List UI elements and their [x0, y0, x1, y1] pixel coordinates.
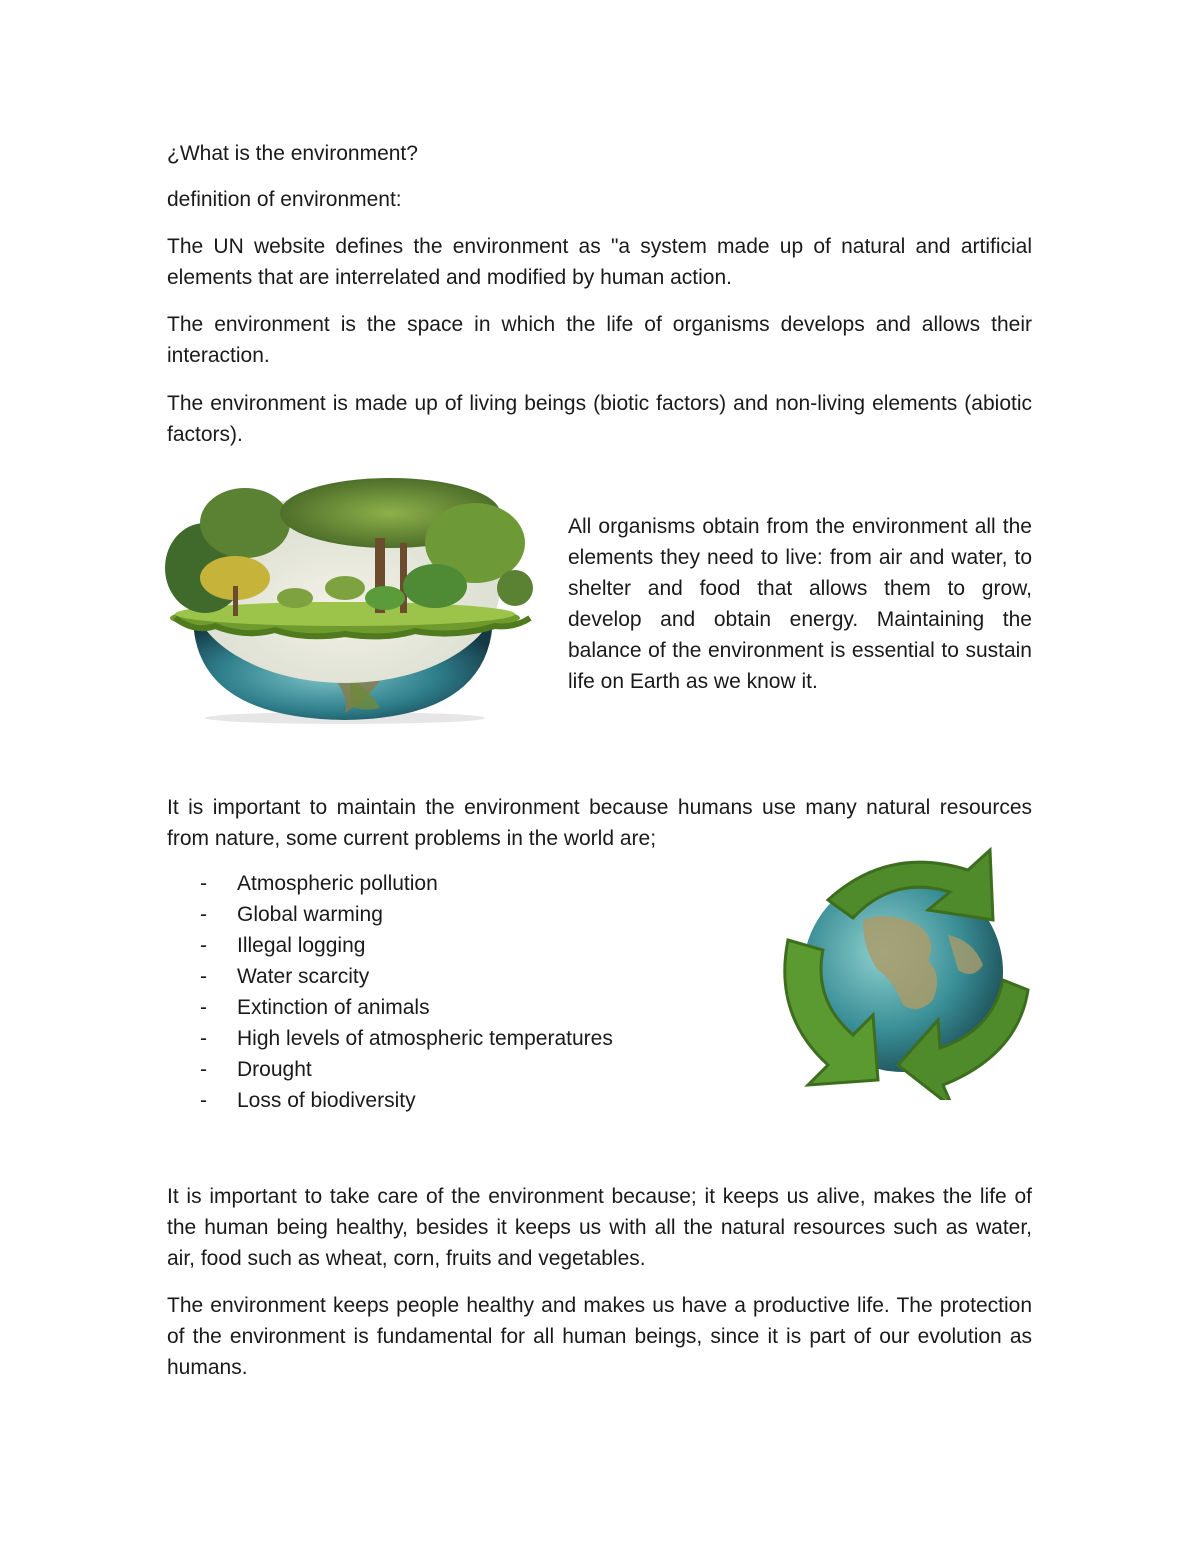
list-item: - Extinction of animals — [200, 996, 430, 1019]
paragraph-problems-intro: It is important to maintain the environment because humans use many natural resources from nature, some current problems in the world are; — [167, 796, 1032, 850]
earth-forest-image — [135, 468, 550, 730]
list-item: - High levels of atmospheric temperatures — [200, 1027, 613, 1050]
document-title: ¿What is the environment? — [167, 142, 418, 165]
list-item: - Drought — [200, 1058, 312, 1081]
paragraph-factors: The environment is made up of living beings (biotic factors) and non-living elements (abiotic factors). — [167, 392, 1032, 446]
paragraph-final: The environment keeps people healthy and makes us have a productive life. The protection of the environment is fundamental for all human beings, since it is part of our evolution as humans. — [167, 1294, 1032, 1379]
list-item: - Atmospheric pollution — [200, 872, 438, 895]
list-item: - Global warming — [200, 903, 383, 926]
list-item: - Illegal logging — [200, 934, 366, 957]
problems-list — [200, 868, 613, 1116]
paragraph-care: It is important to take care of the environment because; it keeps us alive, makes the life of the human being healthy, besides it keeps us with all the natural resources such as water, air, food such as wheat, corn, fruits and vegetables. — [167, 1185, 1032, 1270]
paragraph-un-definition: The UN website defines the environment as "a system made up of natural and artificial elements that are interrelated and modified by human action. — [167, 235, 1032, 289]
definition-heading: definition of environment: — [167, 188, 402, 211]
paragraph-organisms: All organisms obtain from the environment all the elements they need to live: from air and water, to shelter and food that allows them to grow, develop and obtain energy. Maintaining the balance of the environment is essential to sustain life on Earth as we know it. — [568, 515, 1032, 693]
paragraph-space: The environment is the space in which the life of organisms develops and allows their interaction. — [167, 313, 1032, 367]
recycle-globe-image — [768, 840, 1038, 1100]
list-item: - Loss of biodiversity — [200, 1089, 416, 1112]
list-item: - Water scarcity — [200, 965, 370, 988]
